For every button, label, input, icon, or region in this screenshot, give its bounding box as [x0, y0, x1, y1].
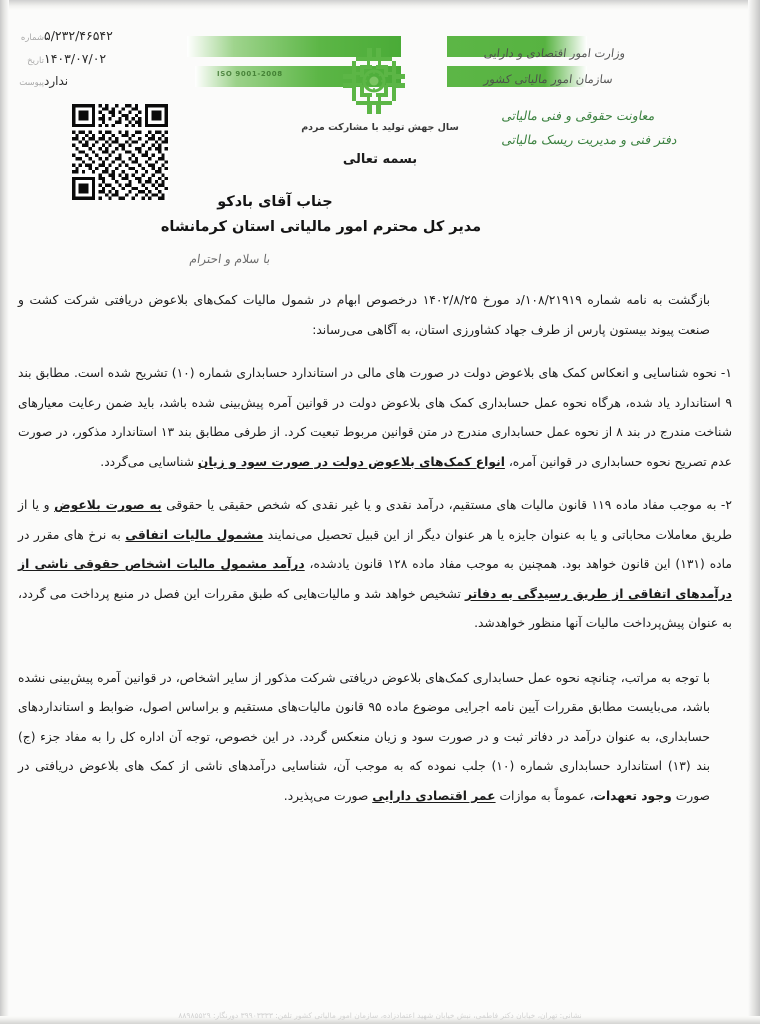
final-emphasis-1: وجود تعهدات: [593, 788, 672, 803]
footer-address: نشانی: تهران، خیابان دکتر فاطمی، نبش خیابان شهید اعتمادزاده، سازمان امور مالیاتی کشور تلفن: ۳۹۹۰۳۳۳۳ دورنگار: ۸۸۹۸۵۵۲۹: [178, 1011, 582, 1020]
item-2-text-c: به نرخ های مقرر در ماده (۱۳۱) این قانون خواهد بود. همچنین به موجب مفاد ماده ۱۲۸ قانون یادشده،: [18, 527, 732, 571]
letter-attachment-row: [10, 74, 160, 97]
deputy-line-2: دفتر فنی و مدیریت ریسک مالیاتی: [500, 132, 679, 147]
organization-titles: [466, 40, 746, 92]
final-text-a: با توجه به مراتب، چنانچه نحوه عمل حسابداری کمک‌های بلاعوض دریافتی شرکت مذکور از سایر اشخاص، در قوانین آمره پیش‌بینی نشده باشد، می‌بایست مطابق مقررات آیین نامه اجرایی موضوع ماده ۹۵ قانون مالیات‌های مستقیم و براساس اصول، ضوابط و استانداردهای حسابداری، به عنوان درآمد در دفاتر ثبت و در صورت سود و زیان منعکس گردد. در این خصوص، توجه آن اداره کل را به مفاد جزء (ج) بند (۱۳) استاندارد حسابداری شماره (۱۰) جلب نموده که به موجب آن، شناسایی درآمدهای ناشی از کمک های بلاعوض دریافتی در صورت: [18, 670, 710, 803]
letter-body: [0, 286, 760, 813]
paragraph-item-1: [18, 359, 732, 477]
letter-number-label: شماره: [20, 33, 44, 43]
scan-edge-top: [0, 0, 760, 10]
item-2-text-d: تشخیص خواهد شد و مالیات‌هایی که طبق مقررات این فصل در منبع پرداخت می گردد، به عنوان پیش‌پرداخت مالیات آنها منظور خواهدشد.: [18, 586, 732, 630]
item-2-emphasis-2: مشمول مالیات اتفاقی: [125, 527, 264, 542]
paragraph-intro: بازگشت به نامه شماره ۱۰۸/۲۱۹۱۹/د مورخ ۱۴۰۲/۸/۲۵ درخصوص ابهام در شمول مالیات کمک‌های بلاعوض دریافتی شرکت کشت و صنعت پیوند بیستون پارس از طرف جهاد کشاورزی استان، به آگاهی می‌رساند:: [18, 293, 710, 337]
item-2-emphasis-1: به صورت بلاعوض: [54, 498, 162, 512]
addressee-name: جناب آقای بادکو: [217, 194, 333, 210]
letter-attachment-value: ندارد: [44, 74, 69, 88]
emblem-icon: [343, 48, 405, 114]
addressee-title: مدیر کل محترم امور مالیاتی استان کرمانشاه: [160, 219, 482, 235]
item-1-text-b: شناسایی می‌گردد.: [100, 454, 198, 469]
letter-date-row: [10, 51, 160, 74]
paragraph-item-2: [18, 491, 732, 639]
item-2-text-a: ۲- به موجب مفاد ماده ۱۱۹ قانون مالیات های مستقیم، درآمد نقدی و یا غیر نقدی که شخص حقیقی یا حقوقی: [161, 498, 732, 512]
greeting-line: با سلام و احترام: [188, 252, 272, 266]
letter-attachment-label: پیوست: [19, 78, 44, 88]
letter-meta-block: [10, 28, 160, 97]
final-text-c: صورت می‌پذیرد.: [283, 788, 373, 803]
letter-date-label: تاریخ: [27, 56, 44, 66]
paragraph-spacer: [18, 347, 732, 359]
item-1-emphasis: انواع کمک‌های بلاعوض دولت در صورت سود و زیان: [197, 454, 505, 469]
letter-number-value: ۵/۲۳۲/۴۶۵۴۲: [44, 28, 113, 43]
deputy-line-1: معاونت حقوقی و فنی مالیاتی: [500, 108, 657, 123]
iso-certification-badge: ISO 9001-2008: [217, 70, 283, 78]
tax-organization-emblem-icon: [343, 48, 405, 114]
addressee-block: [0, 190, 760, 240]
letter-number-row: [10, 28, 160, 51]
paragraph-spacer-3: [18, 641, 732, 653]
final-text-b: ، عموماً به موازات: [495, 788, 594, 803]
organization-name: سازمان امور مالیاتی کشور: [483, 72, 614, 86]
ministry-name: وزارت امور اقتصادی و دارایی: [483, 46, 627, 60]
final-emphasis-2: عمر اقتصادی دارایی: [372, 788, 496, 803]
letter-date-value: ۱۴۰۳/۰۷/۰۲: [44, 51, 107, 66]
paragraph-spacer-2: [18, 479, 732, 491]
item-2-text-b: و یا از طریق معاملات محاباتی و یا به عنوان جایزه یا هر عنوان دیگر از این قبیل تحصیل می‌نمایند: [18, 498, 732, 542]
year-slogan: سال جهش تولید با مشارکت مردم: [301, 122, 459, 133]
basmala: بسمه تعالی: [342, 152, 418, 167]
item-1-text-a: ۱- نحوه شناسایی و انعکاس کمک های بلاعوض دولت در صورت های مالی در استاندارد حسابداری شماره (۱۰) تشریح شده است. مطابق بند ۹ استاندارد یاد شده، هرگاه نحوه عمل حسابداری کمک های بلاعوض دولت در قوانین آمره پیش‌بینی شده باشد، باید ضمن رعایت معیارهای شناخت مندرج در بند ۸ از نحوه عمل حسابداری مندرج در متن قوانین مربوط تبعیت کرد. از طرفی مطابق بند ۱۳ استاندارد مذکور، در صورت عدم تصریح نحوه حسابداری در قوانین آمره،: [18, 366, 732, 469]
paragraph-conclusion: [18, 664, 732, 812]
item-2-emphasis-3: درآمد مشمول مالیات اشخاص حقوقی ناشی از درآمدهای اتفاقی از طریق رسیدگی به دفاتر: [18, 557, 732, 601]
